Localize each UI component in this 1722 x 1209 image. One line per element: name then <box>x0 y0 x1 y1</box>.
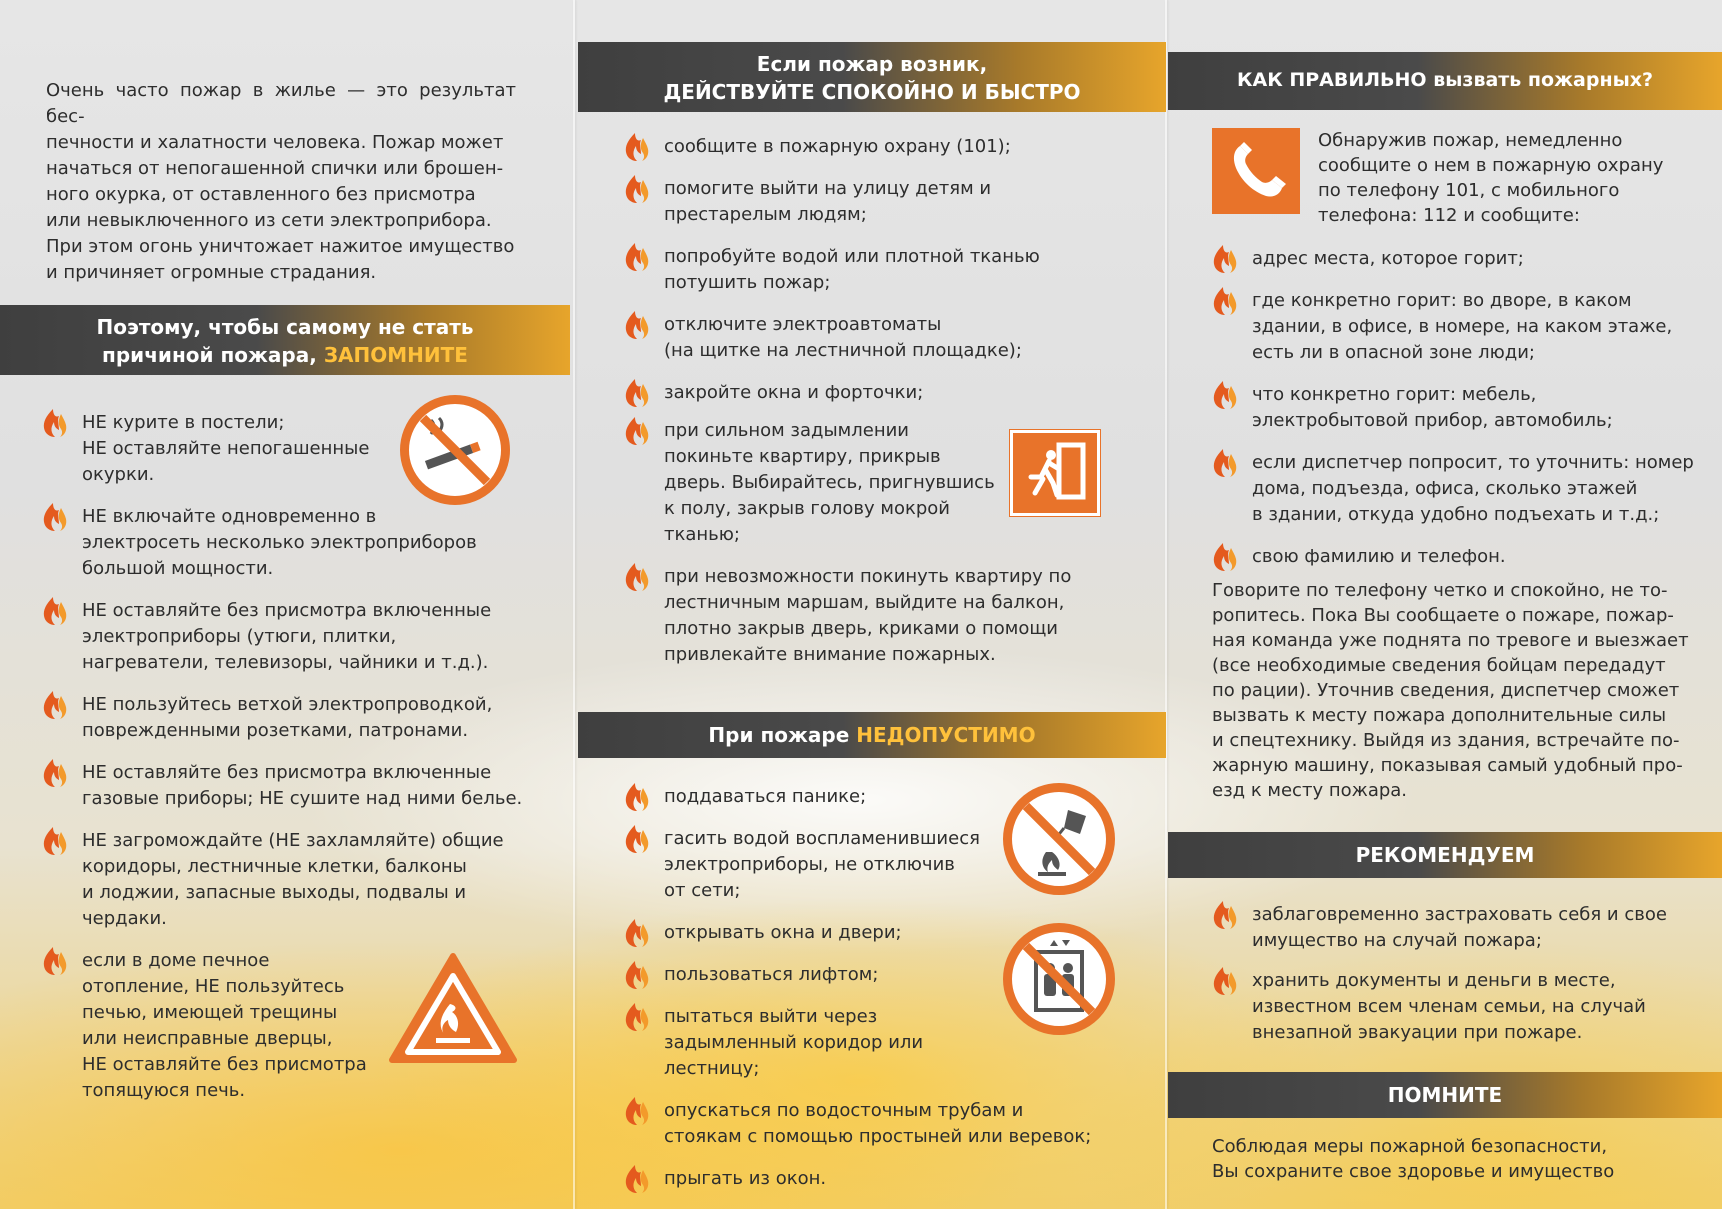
paragraph-line: ропитесь. Пока Вы сообщаете о пожаре, пожар- <box>1212 605 1674 626</box>
list-item <box>622 380 1142 406</box>
actions-list <box>622 134 1142 668</box>
item-line: помогите выйти на улицу детям и <box>664 178 992 199</box>
item-line: тканью; <box>664 524 740 545</box>
item-line: свою фамилию и телефон. <box>1252 546 1506 567</box>
list-item <box>1210 288 1710 366</box>
item-line: опускаться по водосточным трубам и <box>664 1100 1024 1121</box>
item-line: большой мощности. <box>82 558 274 579</box>
phone-line: телефона: 112 и сообщите: <box>1318 205 1580 226</box>
band-title-line: ПОМНИТЕ <box>1387 1083 1503 1107</box>
dispatch-paragraph <box>1212 578 1702 803</box>
item-line: дома, подъезда, офиса, сколько этажей <box>1252 478 1638 499</box>
band-title-line: РЕКОМЕНДУЕМ <box>1355 843 1535 867</box>
flammable-warning-icon <box>388 952 518 1064</box>
flame-icon <box>624 824 650 854</box>
flame-icon <box>624 378 650 408</box>
item-line: НЕ включайте одновременно в <box>82 506 377 527</box>
item-line: коридоры, лестничные клетки, балконы <box>82 856 467 877</box>
remember-band <box>0 305 570 375</box>
item-line: НЕ оставляйте без присмотра <box>82 1054 367 1075</box>
item-line: НЕ оставляйте без присмотра включенные <box>82 762 492 783</box>
item-line: отключите электроавтоматы <box>664 314 942 335</box>
call-info-list <box>1210 246 1710 570</box>
intro-line: ного окурка, от оставленного без присмотра <box>46 184 476 205</box>
flame-icon <box>42 826 68 856</box>
paragraph-line: и спецтехнику. Выйдя из здания, встречайте по- <box>1212 730 1680 751</box>
phone-line: по телефону 101, с мобильного <box>1318 180 1620 201</box>
column-prevention <box>0 0 570 1209</box>
item-line: открывать окна и двери; <box>664 922 902 943</box>
no-elevator-icon <box>1003 923 1115 1035</box>
band-title-line <box>578 721 1166 749</box>
not-allowed-band <box>578 712 1166 758</box>
item-line: НЕ оставляйте непогашенные <box>82 438 370 459</box>
item-line: и лоджии, запасные выходы, подвалы и <box>82 882 467 903</box>
flame-icon <box>624 960 650 990</box>
flame-icon <box>1212 900 1238 930</box>
intro-line: и причиняет огромные страдания. <box>46 262 377 283</box>
item-line: адрес места, которое горит; <box>1252 248 1524 269</box>
item-line: электроприборы (утюги, плитки, <box>82 626 397 647</box>
flame-icon <box>1212 542 1238 572</box>
flame-icon <box>624 918 650 948</box>
phone-icon <box>1212 128 1300 214</box>
list-item <box>622 244 1142 296</box>
paragraph-line: ная команда уже поднята по тревоге и выезжает <box>1212 630 1689 651</box>
item-line: электросеть несколько электроприборов <box>82 532 477 553</box>
item-line: поддаваться панике; <box>664 786 867 807</box>
list-item <box>1210 544 1710 570</box>
intro-paragraph <box>46 78 516 286</box>
recommend-band <box>1168 832 1722 878</box>
flame-icon <box>1212 380 1238 410</box>
band-text: При пожаре <box>708 723 857 747</box>
no-smoking-icon <box>400 395 510 505</box>
flame-icon <box>42 758 68 788</box>
paragraph-line: Говорите по телефону четко и спокойно, не то- <box>1212 580 1668 601</box>
column-actions <box>578 0 1168 1209</box>
remember-final-band <box>1168 1072 1722 1118</box>
closing-text <box>1212 1134 1702 1184</box>
flame-icon <box>624 562 650 592</box>
fold-line-1 <box>573 0 575 1209</box>
recommend-list <box>1210 902 1710 1046</box>
item-line: что конкретно горит: мебель, <box>1252 384 1537 405</box>
item-line: здании, в офисе, в номере, на каком этаже, <box>1252 316 1673 337</box>
band-title-line <box>1168 66 1722 94</box>
item-line: есть ли в опасной зоне люди; <box>1252 342 1535 363</box>
flame-icon <box>624 782 650 812</box>
item-line: попробуйте водой или плотной тканью <box>664 246 1040 267</box>
band-highlight: ЗАПОМНИТЕ <box>323 343 468 367</box>
item-line: лестницу; <box>664 1058 760 1079</box>
list-item <box>1210 450 1710 528</box>
item-line: если в доме печное <box>82 950 270 971</box>
list-item <box>40 598 540 676</box>
list-item <box>1210 382 1710 434</box>
item-line: окурки. <box>82 464 155 485</box>
item-line: при невозможности покинуть квартиру по <box>664 566 1072 587</box>
item-line: плотно закрыв дверь, криками о помощи <box>664 618 1058 639</box>
item-line: поврежденными розетками, патронами. <box>82 720 469 741</box>
item-line: стоякам с помощью простыней или веревок; <box>664 1126 1092 1147</box>
act-calmly-band <box>578 42 1166 112</box>
flame-icon <box>42 502 68 532</box>
flame-icon <box>624 1164 650 1194</box>
item-line: гасить водой воспламенившиеся <box>664 828 980 849</box>
flame-icon <box>42 690 68 720</box>
closing-line: Соблюдая меры пожарной безопасности, <box>1212 1136 1608 1157</box>
item-line: к полу, закрыв голову мокрой <box>664 498 950 519</box>
paragraph-line: езд к месту пожара. <box>1212 780 1408 801</box>
how-to-call-band <box>1168 52 1722 110</box>
flame-icon <box>624 310 650 340</box>
item-line: пользоваться лифтом; <box>664 964 879 985</box>
band-title-line <box>0 341 570 369</box>
phone-line: сообщите о нем в пожарную охрану <box>1318 155 1664 176</box>
item-line: лестничным маршам, выйдите на балкон, <box>664 592 1065 613</box>
item-line: (на щитке на лестничной площадке); <box>664 340 1022 361</box>
phone-instructions <box>1318 128 1698 228</box>
item-line: нагреватели, телевизоры, чайники и т.д.). <box>82 652 489 673</box>
list-item <box>1210 968 1710 1046</box>
column-call <box>1168 0 1722 1209</box>
flame-icon <box>624 416 650 446</box>
flame-icon <box>1212 966 1238 996</box>
flame-icon <box>1212 448 1238 478</box>
item-line: где конкретно горит: во дворе, в каком <box>1252 290 1632 311</box>
item-line: отопление, НЕ пользуйтесь <box>82 976 345 997</box>
closing-line: Вы сохраните свое здоровье и имущество <box>1212 1161 1615 1182</box>
list-item <box>1210 246 1710 272</box>
band-text: КАК ПРАВИЛЬНО <box>1236 69 1434 91</box>
intro-line: При этом огонь уничтожает нажитое имущество <box>46 236 515 257</box>
phone-line: Обнаружив пожар, немедленно <box>1318 130 1623 151</box>
item-line: потушить пожар; <box>664 272 831 293</box>
flame-icon <box>42 946 68 976</box>
flame-icon <box>42 408 68 438</box>
item-line: НЕ пользуйтесь ветхой электропроводкой, <box>82 694 493 715</box>
item-line: заблаговременно застраховать себя и свое <box>1252 904 1667 925</box>
item-line: топящуюся печь. <box>82 1080 246 1101</box>
item-line: прыгать из окон. <box>664 1168 827 1189</box>
item-line: пытаться выйти через <box>664 1006 878 1027</box>
list-item <box>622 1098 1142 1150</box>
intro-line: Очень часто пожар в жилье — это результат бес- <box>46 80 516 127</box>
band-text: причиной пожара, <box>102 343 324 367</box>
flame-icon <box>624 174 650 204</box>
item-line: если диспетчер попросит, то уточнить: номер <box>1252 452 1694 473</box>
band-text: вызвать пожарных? <box>1433 69 1654 91</box>
flame-icon <box>624 1002 650 1032</box>
list-item <box>40 504 540 582</box>
list-item <box>622 312 1142 364</box>
flame-icon <box>624 132 650 162</box>
flame-icon <box>624 242 650 272</box>
list-item <box>622 134 1142 160</box>
intro-line: начаться от непогашенной спички или брошен- <box>46 158 504 179</box>
list-item <box>1210 902 1710 954</box>
item-line: печью, имеющей трещины <box>82 1002 338 1023</box>
item-line: чердаки. <box>82 908 167 929</box>
list-item <box>40 828 540 932</box>
list-item <box>622 564 1142 668</box>
item-line: электроприборы, не отключив <box>664 854 955 875</box>
item-line: престарелым людям; <box>664 204 867 225</box>
item-line: в здании, откуда удобно подъехать и т.д.; <box>1252 504 1660 525</box>
list-item <box>622 1166 1142 1192</box>
item-line: или неисправные дверцы, <box>82 1028 333 1049</box>
item-line: газовые приборы; НЕ сушите над ними белье. <box>82 788 523 809</box>
list-item <box>40 692 540 744</box>
item-line: НЕ курите в постели; <box>82 412 285 433</box>
item-line: закройте окна и форточки; <box>664 382 924 403</box>
item-line: хранить документы и деньги в месте, <box>1252 970 1616 991</box>
list-item <box>622 176 1142 228</box>
item-line: известном всем членам семьи, на случай <box>1252 996 1646 1017</box>
item-line: электробытовой прибор, автомобиль; <box>1252 410 1613 431</box>
item-line: имущество на случай пожара; <box>1252 930 1542 951</box>
no-water-on-fire-icon <box>1003 783 1115 895</box>
item-line: НЕ оставляйте без присмотра включенные <box>82 600 492 621</box>
band-highlight: НЕДОПУСТИМО <box>856 723 1036 747</box>
item-line: НЕ загромождайте (НЕ захламляйте) общие <box>82 830 504 851</box>
intro-line: печности и халатности человека. Пожар может <box>46 132 504 153</box>
intro-line: или невыключенного из сети электроприбора. <box>46 210 492 231</box>
flame-icon <box>624 1096 650 1126</box>
flame-icon <box>1212 244 1238 274</box>
item-line: задымленный коридор или <box>664 1032 924 1053</box>
band-title-line: ДЕЙСТВУЙТЕ СПОКОЙНО И БЫСТРО <box>663 80 1081 104</box>
item-line: покиньте квартиру, прикрыв <box>664 446 941 467</box>
item-line: сообщите в пожарную охрану (101); <box>664 136 1011 157</box>
item-line: от сети; <box>664 880 741 901</box>
flame-icon <box>42 596 68 626</box>
paragraph-line: жарную машину, показывая самый удобный про- <box>1212 755 1683 776</box>
band-title-line: Поэтому, чтобы самому не стать <box>96 315 474 339</box>
band-title-line: Если пожар возник, <box>756 52 988 76</box>
flame-icon <box>1212 286 1238 316</box>
item-line: привлекайте внимание пожарных. <box>664 644 996 665</box>
list-item <box>40 760 540 812</box>
item-line: при сильном задымлении <box>664 420 909 441</box>
paragraph-line: вызвать к месту пожара дополнительные силы <box>1212 705 1667 726</box>
item-line: дверь. Выбирайтесь, пригнувшись <box>664 472 995 493</box>
emergency-exit-icon <box>1010 430 1100 516</box>
paragraph-line: (все необходимые сведения бойцам передадут <box>1212 655 1666 676</box>
paragraph-line: по рации). Уточнив сведения, диспетчер сможет <box>1212 680 1680 701</box>
item-line: внезапной эвакуации при пожаре. <box>1252 1022 1583 1043</box>
